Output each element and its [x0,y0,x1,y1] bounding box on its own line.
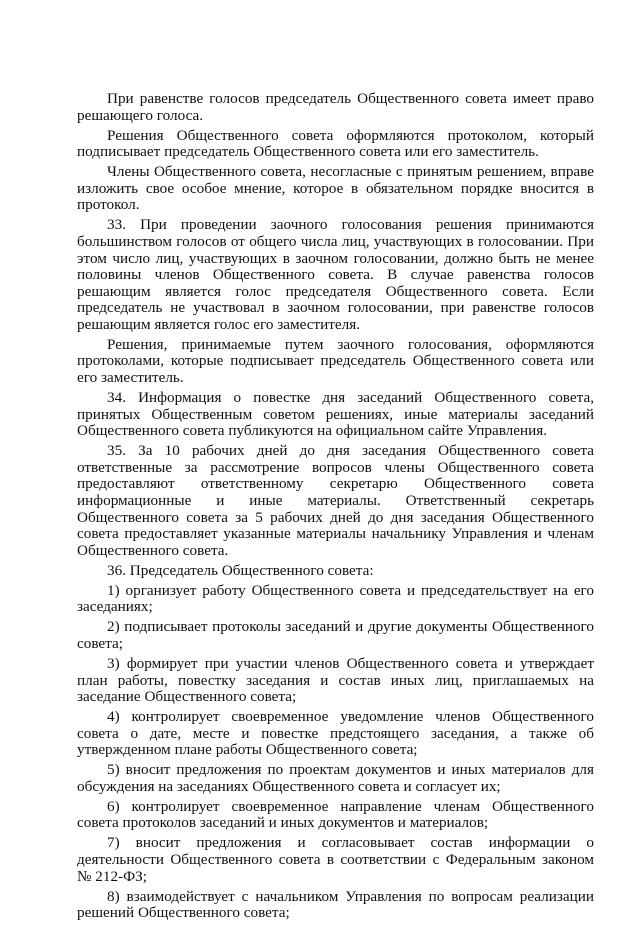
list-item-7: 7) вносит предложения и согласовывает состав информации о деятельности Общественного совета в соответствии с Федеральным законом № 212-ФЗ; [77,834,594,885]
paragraph-absentee-decisions: Решения, принимаемые путем заочного голосования, оформляются протоколами, которые подписывает председатель Общественного совета или его заместитель. [77,335,594,387]
paragraph-34: 34. Информация о повестке дня заседаний Общественного совета, принятых Общественным советом решениях, иные материалы заседаний Общественного совета публикуются на официальном сайте Управления. [77,389,594,440]
paragraph-tie-vote: При равенстве голосов председатель Общественного совета имеет право решающего голоса. [77,90,594,124]
paragraph-protocol: Решения Общественного совета оформляются протоколом, который подписывает председатель Общественного совета или его заместитель. [77,126,594,161]
list-item-3: 3) формирует при участии членов Общественного совета и утверждает план работы, повестку заседания и состав иных лиц, приглашаемых на заседание Общественного совета; [77,654,594,706]
list-item-1: 1) организует работу Общественного совета и председательствует на его заседаниях; [77,581,594,616]
paragraph-dissent: Члены Общественного совета, несогласные с принятым решением, вправе изложить свое особое мнение, которое в обязательном порядке вносится в протокол. [77,163,594,214]
list-item-6: 6) контролирует своевременное направление членам Общественного совета протоколов заседаний и иных документов и материалов; [77,797,594,832]
paragraph-35: 35. За 10 рабочих дней до дня заседания Общественного совета ответственные за рассмотрение вопросов члены Общественного совета предоставляют ответственному секретарю Общественного совета информационные и иные материалы. Ответственный секретарь Общественного совета за 5 рабочих дней до дня заседания Общественного совета предоставляет указанные материалы начальнику Управления и членам Общественного совета. [77,442,594,559]
paragraph-36: 36. Председатель Общественного совета: [107,561,374,579]
list-item-8: 8) взаимодействует с начальником Управления по вопросам реализации решений Общественного совета; [77,887,594,922]
list-item-4: 4) контролирует своевременное уведомление членов Общественного совета о дате, месте и повестке предстоящего заседания, а также об утвержденном плане работы Общественного совета; [77,708,594,759]
list-item-5: 5) вносит предложения по проектам документов и иных материалов для обсуждения на заседаниях Общественного совета и согласует их; [77,761,594,795]
document-body [77,91,594,925]
list-item-2: 2) подписывает протоколы заседаний и другие документы Общественного совета; [77,618,594,652]
paragraph-33: 33. При проведении заочного голосования решения принимаются большинством голосов от общего числа лиц, участвующих в голосовании. При этом число лиц, участвующих в заочном голосовании, должно быть не менее половины членов Общественного совета. В случае равенства голосов решающим является голос председателя Общественного совета. Если председатель не участвовал в заочном голосовании, при равенстве голосов решающим является голос его заместителя. [77,216,594,333]
